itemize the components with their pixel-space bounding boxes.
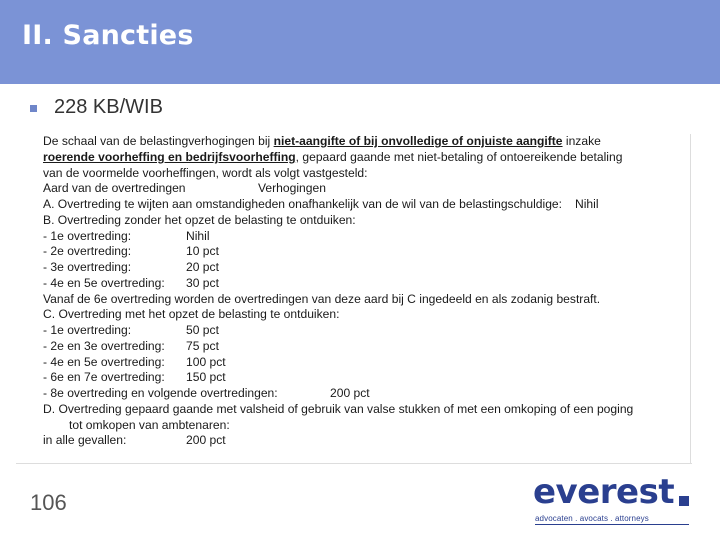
b-item-value: 30 pct: [186, 275, 219, 290]
b-item: [43, 229, 693, 245]
b-item-label: - 1e overtreding:: [43, 228, 132, 243]
bullet-square-icon: [30, 105, 37, 112]
c-item-value: 50 pct: [186, 323, 219, 337]
c-last-label: - 8e overtreding en volgende overtredingen:: [43, 386, 278, 400]
bullet-heading: [30, 96, 163, 119]
title-bar: [0, 0, 720, 84]
row-d-1: D. Overtreding gepaard gaande met valsheid of gebruik van valse stukken of met een omkoping of een poging: [43, 401, 634, 416]
table-header: [43, 181, 693, 197]
c-item-label: - 4e en 5e overtreding:: [43, 354, 165, 369]
c-item-label: - 6e en 7e overtreding:: [43, 370, 165, 385]
b-item-value: 20 pct: [186, 260, 219, 274]
row-d-2: tot omkopen van ambtenaren:: [69, 417, 230, 432]
intro-emphasis-2: roerende voorheffing en bedrijfsvoorheffing: [43, 149, 296, 164]
c-item: [43, 355, 693, 371]
slide-title: II. Sancties: [22, 20, 194, 51]
c-item-label: - 1e overtreding:: [43, 323, 132, 337]
row-a: [43, 197, 693, 213]
d-item-value: 200 pct: [186, 433, 226, 448]
row-c: C. Overtreding met het opzet de belasting te ontduiken:: [43, 307, 340, 322]
b-item-value: Nihil: [186, 228, 210, 243]
intro-line-1: [43, 134, 693, 150]
c-item-value: 150 pct: [186, 370, 226, 385]
row-a-text: A. Overtreding te wijten aan omstandigheden onafhankelijk van de wil van de belastingschuldige:: [43, 197, 563, 211]
intro-emphasis-1: niet-aangifte of bij onvolledige of onjuiste aangifte: [273, 134, 563, 148]
b-item-label: - 4e en 5e overtreding:: [43, 275, 165, 290]
c-last-value: 200 pct: [330, 386, 370, 400]
c-item: [43, 370, 693, 386]
header-verhogingen: Verhogingen: [258, 181, 326, 196]
intro-line-3: van de voormelde voorheffingen, wordt als volgt vastgesteld:: [43, 165, 368, 180]
d-item-label: in alle gevallen:: [43, 433, 127, 448]
right-divider: [690, 134, 691, 464]
d-item: [43, 433, 693, 449]
c-item: [43, 323, 693, 339]
c-item-label: - 2e en 3e overtreding:: [43, 338, 165, 353]
body-text: [43, 134, 693, 449]
logo-word: everest: [533, 472, 675, 512]
b-item-value: 10 pct: [186, 244, 219, 259]
bottom-divider: [16, 463, 692, 464]
b-item-label: - 3e overtreding:: [43, 260, 132, 274]
row-a-value: Nihil: [575, 197, 599, 211]
b-item: [43, 260, 693, 276]
intro-line-2: [43, 150, 693, 166]
b-item: [43, 276, 693, 292]
c-item-last: [43, 386, 693, 402]
bullet-heading-text: 228 KB/WIB: [54, 96, 163, 118]
vanaf-line: Vanaf de 6e overtreding worden de overtredingen van deze aard bij C ingedeeld en als zodanig bestraft.: [43, 291, 601, 306]
b-item-label: - 2e overtreding:: [43, 244, 132, 259]
row-b: B. Overtreding zonder het opzet de belasting te ontduiken:: [43, 212, 356, 227]
intro-text-2: inzake: [562, 134, 601, 148]
c-item-value: 75 pct: [186, 338, 219, 353]
everest-logo: [533, 472, 693, 526]
logo-square-icon: [679, 496, 689, 506]
header-aard: Aard van de overtredingen: [43, 181, 186, 196]
logo-tagline: advocaten . avocats . attorneys: [535, 514, 649, 523]
intro-text: De schaal van de belastingverhogingen bij: [43, 134, 274, 148]
c-item-value: 100 pct: [186, 354, 226, 369]
c-item: [43, 339, 693, 355]
intro-text-3: , gepaard gaande met niet-betaling of ontoereikende betaling: [295, 149, 623, 164]
page-number: 106: [30, 490, 67, 515]
logo-underline: [535, 524, 689, 525]
b-item: [43, 244, 693, 260]
